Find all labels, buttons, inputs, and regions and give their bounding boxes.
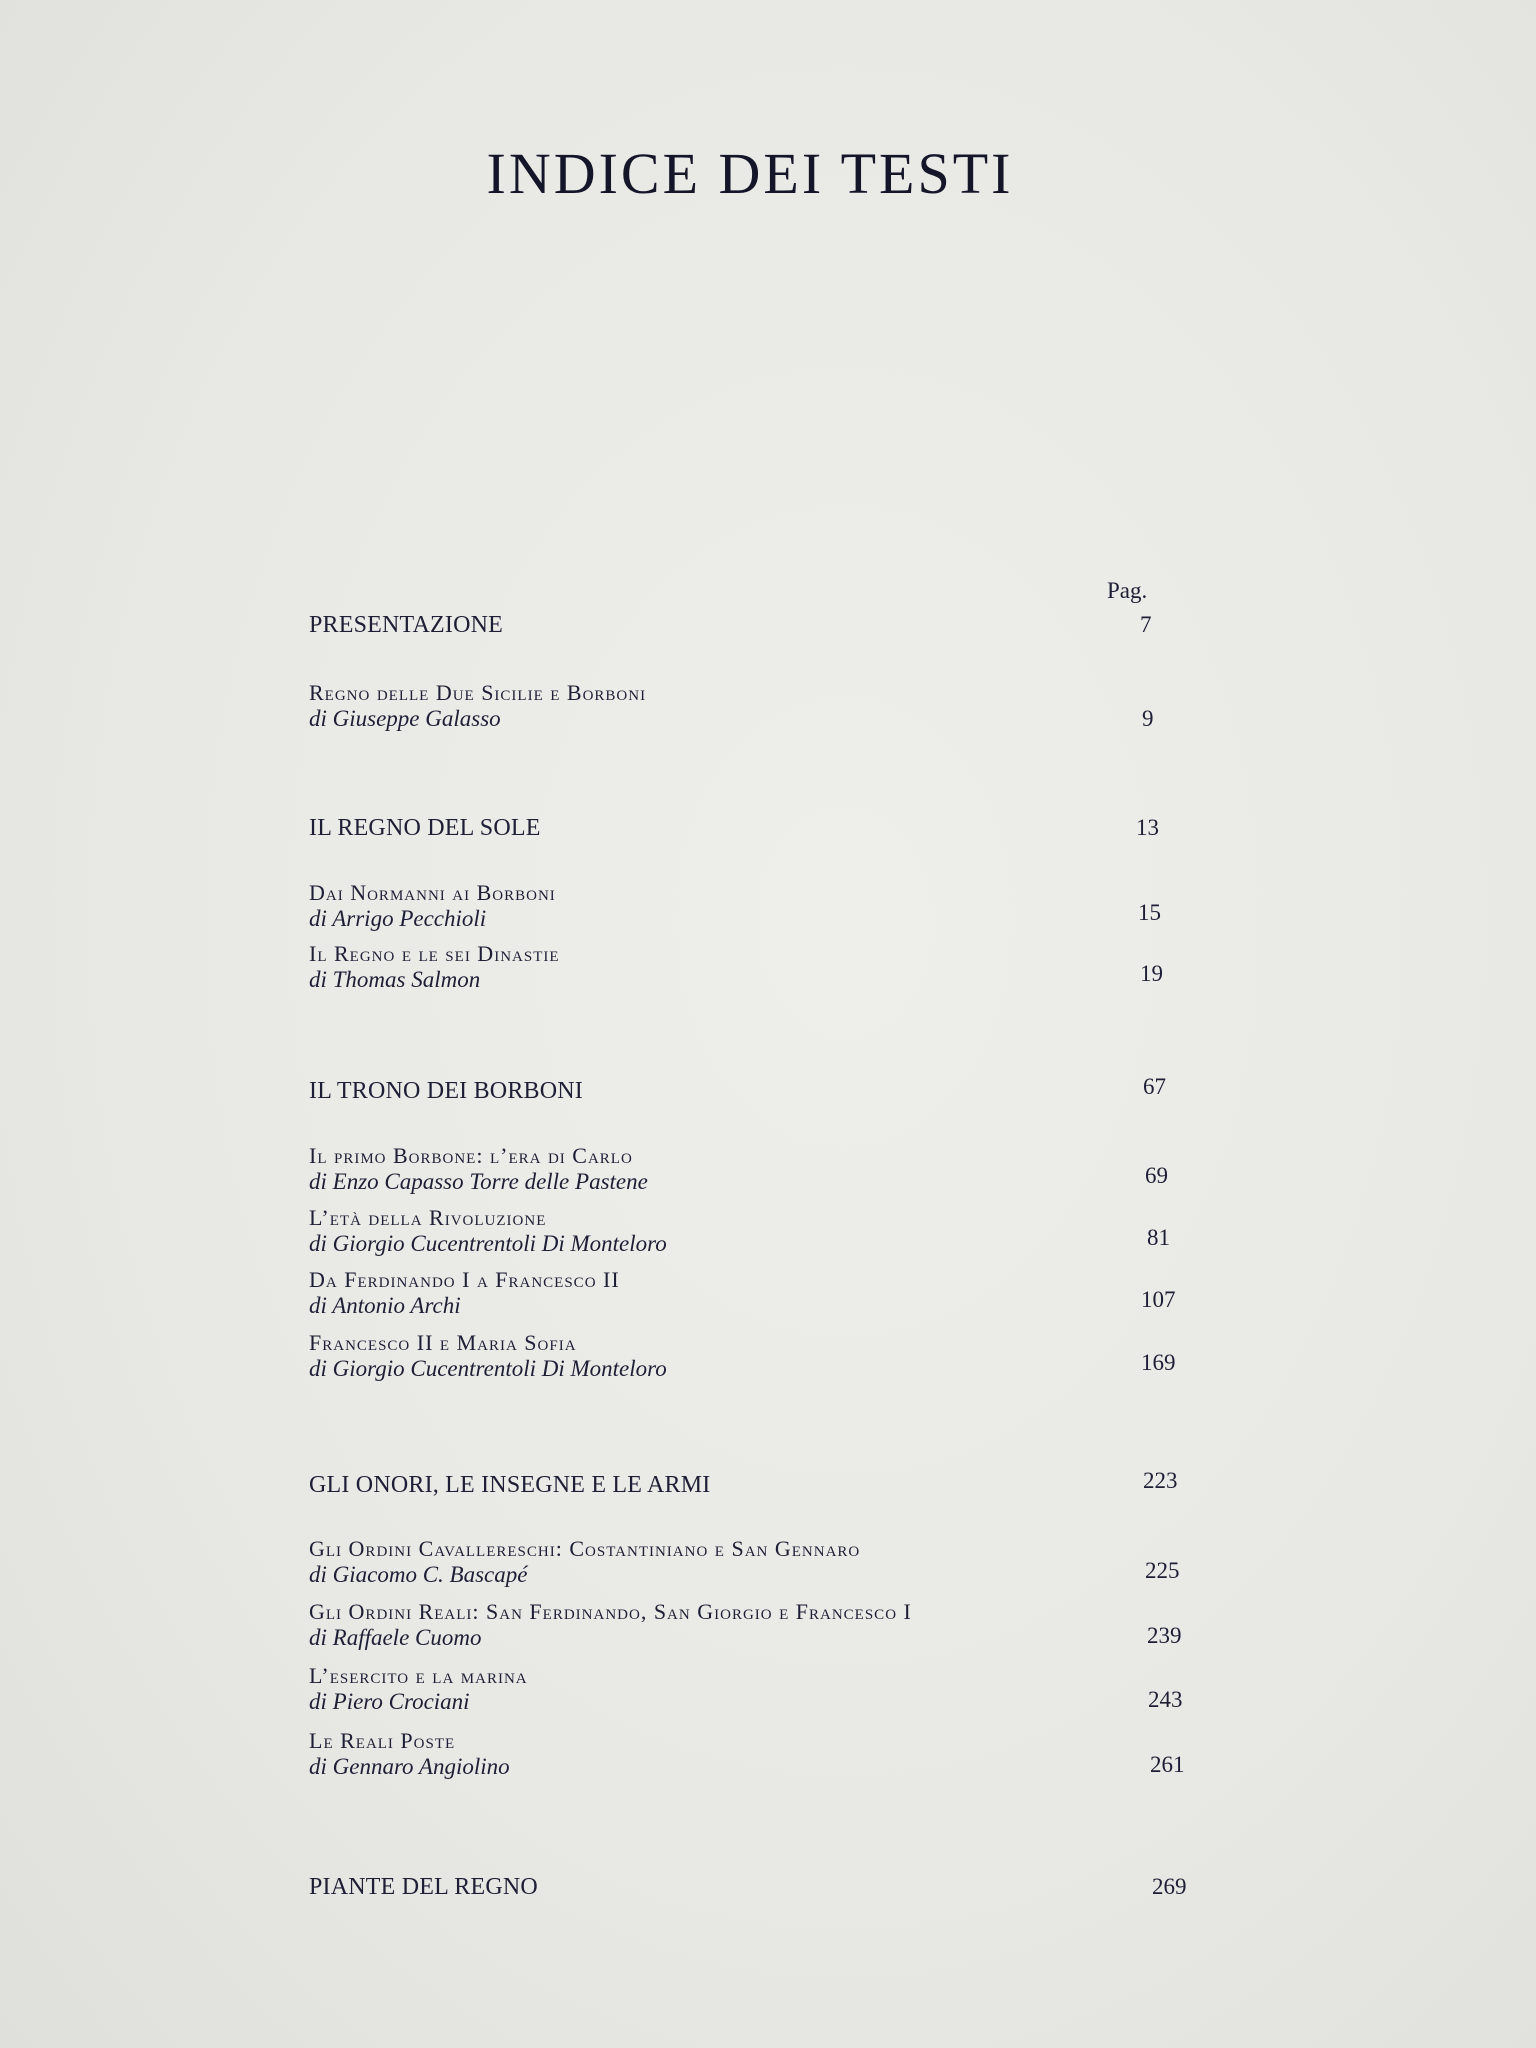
entry-page-number: 69 <box>1145 1163 1168 1188</box>
entry-author: di Thomas Salmon <box>309 967 481 992</box>
entry-title: Gli Ordini Reali: San Ferdinando, San Giorgio e Francesco I <box>309 1599 912 1624</box>
entry-author: di Gennaro Angiolino <box>309 1754 510 1779</box>
entry-title: Il Regno e le sei Dinastie <box>309 941 560 966</box>
section-page-number: 67 <box>1143 1074 1166 1099</box>
entry-title: Le Reali Poste <box>309 1728 456 1753</box>
entry-title: L’esercito e la marina <box>309 1663 528 1688</box>
section-page-number: 7 <box>1140 612 1152 637</box>
entry-title: Regno delle Due Sicilie e Borboni <box>309 680 647 705</box>
entry-page-number: 243 <box>1148 1687 1183 1712</box>
entry-page-number: 261 <box>1150 1752 1185 1777</box>
entry-author: di Giuseppe Galasso <box>309 706 501 731</box>
section-title: PIANTE DEL REGNO <box>309 1874 538 1900</box>
section-page-number: 269 <box>1152 1874 1187 1899</box>
entry-author: di Antonio Archi <box>309 1293 461 1318</box>
entry-title: Gli Ordini Cavallereschi: Costantiniano e San Gennaro <box>309 1536 861 1561</box>
entry-author: di Giacomo C. Bascapé <box>309 1562 528 1587</box>
entry-author: di Arrigo Pecchioli <box>309 906 487 931</box>
entry-title: Francesco II e Maria Sofia <box>309 1330 577 1355</box>
entry-page-number: 169 <box>1141 1350 1176 1375</box>
entry-page-number: 225 <box>1145 1558 1180 1583</box>
page-title: INDICE DEI TESTI <box>486 141 1014 206</box>
entry-page-number: 107 <box>1141 1287 1176 1312</box>
section-page-number: 223 <box>1143 1468 1178 1493</box>
entry-title: Dai Normanni ai Borboni <box>309 880 556 905</box>
entry-page-number: 81 <box>1147 1225 1170 1250</box>
section-title: PRESENTAZIONE <box>309 612 504 638</box>
section-title: IL TRONO DEI BORBONI <box>309 1078 583 1104</box>
section-title: GLI ONORI, LE INSEGNE E LE ARMI <box>309 1472 711 1498</box>
entry-page-number: 9 <box>1142 706 1154 731</box>
entry-author: di Raffaele Cuomo <box>309 1625 482 1650</box>
entry-author: di Enzo Capasso Torre delle Pastene <box>309 1169 648 1194</box>
section-title: IL REGNO DEL SOLE <box>309 815 541 841</box>
entry-author: di Piero Crociani <box>309 1689 470 1714</box>
entry-page-number: 15 <box>1138 900 1161 925</box>
entry-page-number: 239 <box>1147 1623 1182 1648</box>
entry-author: di Giorgio Cucentrentoli Di Monteloro <box>309 1356 667 1381</box>
section-page-number: 13 <box>1136 815 1159 840</box>
entry-author: di Giorgio Cucentrentoli Di Monteloro <box>309 1231 667 1256</box>
entry-page-number: 19 <box>1140 961 1163 986</box>
entry-title: Da Ferdinando I a Francesco II <box>309 1267 620 1292</box>
page-column-label: Pag. <box>1107 578 1148 603</box>
entry-title: L’età della Rivoluzione <box>309 1205 547 1230</box>
entry-title: Il primo Borbone: l’era di Carlo <box>309 1143 633 1168</box>
